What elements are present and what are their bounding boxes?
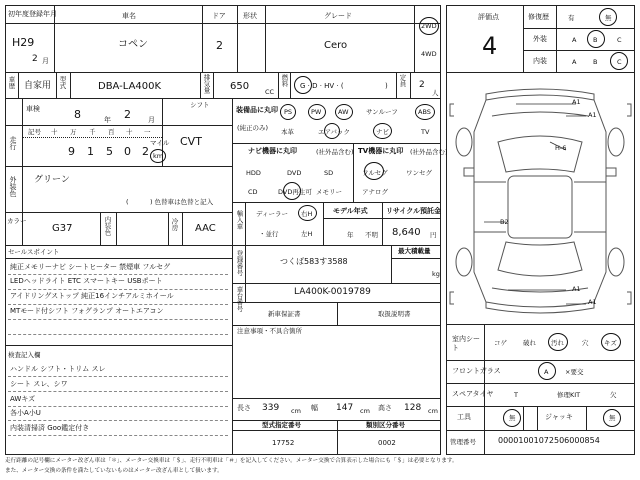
height-value: 128 [404, 403, 422, 413]
exterior-note-open: ( [126, 198, 129, 206]
rework-label: 修復歴 [528, 13, 549, 21]
equip-tv: TV [421, 128, 430, 136]
sales-point-line-1: 純正メモリーナビ シートヒーター 禁煙車 フルセグ [10, 263, 171, 271]
equip-aw: AW [338, 108, 349, 116]
recycle-label: リサイクル預託金 [386, 207, 442, 215]
diagram-label-6: A1 [588, 298, 597, 306]
mileage-unit-mile: マイル [150, 139, 170, 147]
exterior-label: 外装色 [9, 176, 17, 197]
sheet-scratch: キズ [604, 339, 617, 347]
model-year-unit: 年 [347, 231, 354, 239]
import-label: 輸入車 [235, 210, 244, 230]
color-code-label: カラー [7, 217, 27, 225]
interior-color-label: 内装色 [103, 216, 112, 236]
import-dealer: ディーラー [256, 210, 288, 218]
type-spec-label: 型式指定番号 [262, 421, 301, 429]
navi-dvdplay: DVD再生可 [278, 188, 312, 196]
grade-label: グレード [324, 12, 352, 20]
mileage-digit-3: 0 [124, 145, 131, 158]
windshield-replace: ×要交 [565, 368, 584, 376]
navi-cd: CD [248, 188, 258, 196]
first-reg-era-year: H29 [12, 36, 35, 49]
registration-number: つくば583す3588 [280, 257, 348, 266]
navi-memory: メモリー [316, 188, 342, 196]
fuel-label: 燃料 [280, 74, 289, 87]
inspection-month-unit: 月 [148, 116, 155, 124]
class-value: 0002 [378, 439, 396, 447]
navi-sub: (社外品含む) [316, 148, 354, 156]
inspection-year: 8 [74, 108, 81, 121]
first-reg-month: 2 [32, 54, 38, 64]
inspector-line-4: 各小A小U [10, 409, 41, 417]
exterior-grade-label: 外装 [533, 35, 547, 43]
width-unit: cm [360, 407, 370, 415]
equip-abs: ABS [418, 108, 431, 116]
footer-line-1: 走行距離の記号欄にメーター改ざん車は「＊」、メーター交換車は「＄」、走行不明車は「＃」を記入してください。メーター交換で合算表示した場合にも「＄」は必要となります。 [5, 458, 458, 464]
equip-ps: PS [284, 108, 293, 116]
persons-unit: 人 [432, 89, 439, 97]
windshield-label: フロントガラス [452, 367, 501, 375]
mileage-digit-2: 5 [106, 145, 113, 158]
shape-label: 形状 [243, 12, 257, 20]
height-unit: cm [428, 407, 438, 415]
ac-label: 冷房 [170, 218, 179, 231]
length-label: 長さ [237, 404, 251, 412]
inspector-line-2: シート スレ、シワ [10, 380, 68, 388]
spare-label: スペアタイヤ [452, 390, 494, 398]
doors-value: 2 [216, 39, 223, 52]
spare-tire: T [514, 391, 518, 399]
tv-sub: (社外品含む) [410, 148, 448, 156]
equip-airbag: エアバック [318, 128, 350, 136]
sales-point-line-3: アイドリングストップ 純正16インチアルミホイール [10, 292, 174, 300]
car-damage-diagram [446, 72, 635, 324]
owners-manual: 取扱説明書 [378, 310, 411, 318]
mgmt-number: 00001001072506000854 [498, 436, 600, 445]
tv-analog: アナログ [362, 188, 388, 196]
exterior-color: グリーン [34, 175, 70, 185]
mgmt-label: 管理番号 [450, 438, 476, 446]
sheet-burn: コゲ [494, 339, 507, 347]
tools-label: 工具 [457, 413, 471, 421]
diagram-label-2: A1 [588, 111, 597, 119]
tv-title: TV機器に丸印 [358, 147, 404, 155]
interior-grade-a: A [572, 58, 577, 66]
tv-oneseg: ワンセグ [406, 169, 432, 177]
mileage-digit-0: 9 [68, 145, 75, 158]
windshield-a: A [544, 368, 549, 376]
footer-line-2: また、メーター交換の条件を満たしていないものはメーター改ざん車として扱います。 [5, 468, 223, 474]
sheet-tear: 破れ [523, 339, 536, 347]
model-year-unknown: 不明 [365, 231, 378, 239]
shift-value: CVT [180, 135, 202, 148]
sheet-stain: 汚れ [551, 339, 564, 347]
navi-sd: SD [324, 169, 334, 177]
mileage-digit-header-6: 一 [144, 128, 151, 136]
jack-none: 無 [609, 414, 616, 422]
mileage-digit-header-5: 十 [126, 128, 133, 136]
diagram-label-5: A1 [572, 285, 581, 293]
door-label: ドア [212, 12, 226, 20]
mileage-digit-1: 1 [87, 145, 94, 158]
first-reg-month-unit: 月 [42, 57, 49, 65]
equipment-label: 装備品に丸印 [236, 106, 278, 114]
import-lefthand: 左H [301, 230, 313, 238]
tools-none: 無 [509, 414, 516, 422]
car-name: コペン [118, 39, 148, 50]
diagram-label-4: H-6 [555, 144, 567, 152]
sales-point-line-4: MTモード付シフト フォグランプ オートエアコン [10, 307, 164, 315]
mileage-digit-header-4: 百 [108, 128, 115, 136]
inspector-line-5: 内装清掃済 Goo鑑定付き [10, 424, 90, 432]
mileage-digit-header-1: 十 [51, 128, 58, 136]
recycle-amount: 8,640 [392, 227, 421, 238]
navi-title: ナビ機器に丸印 [248, 147, 297, 155]
width-value: 147 [336, 403, 354, 413]
registration-label: 登録番号 [235, 250, 244, 276]
chassis-label: 車台番号 [235, 286, 244, 312]
usage-value: 自家用 [24, 81, 52, 91]
navi-dvd: DVD [287, 169, 302, 177]
length-value: 339 [262, 403, 280, 413]
spare-missing: 欠 [610, 391, 617, 399]
interior-grade-b: B [593, 58, 598, 66]
capacity-value: 2 [419, 80, 425, 90]
navi-hdd: HDD [246, 169, 261, 177]
diagram-label-1: A1 [572, 98, 581, 106]
fuel-paren-close: ) [385, 82, 388, 90]
drive-2wd: 2WD [421, 22, 437, 30]
fuel-options: G · D · HV · ( [300, 82, 344, 90]
equip-leather: 本革 [281, 128, 294, 136]
mileage-digit-header-2: 万 [70, 128, 77, 136]
exterior-grade-a: A [572, 36, 577, 44]
interior-sheet-label: 室内シート [452, 335, 480, 353]
equipment-sub: (純正のみ) [237, 124, 269, 132]
color-code-value: G37 [52, 223, 73, 234]
interior-grade-label: 内装 [533, 57, 547, 65]
ac-value: AAC [195, 223, 216, 234]
type-spec-value: 17752 [272, 439, 295, 447]
class-label: 類別区分番号 [366, 421, 405, 429]
notes-box-label: 注意事項・不具合箇所 [237, 327, 302, 335]
grade-value: Cero [324, 40, 348, 51]
inspector-label: 検査記入欄 [8, 351, 41, 359]
mileage-digit-header-3: 千 [89, 128, 96, 136]
mileage-digit-4: 2 [142, 145, 149, 158]
import-parallel: ・並行 [259, 230, 279, 238]
model-label: 型式 [58, 76, 67, 89]
rework-yes: 有 [568, 14, 575, 22]
inspection-label: 車検 [26, 105, 40, 113]
jack-label: ジャッキ [545, 413, 573, 421]
model-year-label: モデル年式 [333, 207, 368, 215]
max-load-label: 最大積載量 [398, 247, 431, 255]
import-righthand: 右H [301, 210, 313, 218]
width-label: 幅 [311, 404, 318, 412]
model-value: DBA-LA400K [98, 81, 162, 92]
inspector-line-1: ハンドル シフト・トリム スレ [10, 365, 106, 373]
score-value: 4 [482, 32, 498, 60]
diagram-label-3: B2 [500, 218, 509, 226]
spare-kit: 修理KIT [557, 391, 581, 399]
tv-fullseg: フルセグ [362, 169, 388, 177]
height-label: 高さ [378, 404, 392, 412]
max-load-unit: kg [432, 270, 440, 278]
capacity-label: 定員 [398, 74, 407, 87]
equip-navi: ナビ [376, 128, 389, 136]
displacement-label: 排気量 [202, 74, 211, 94]
displacement-value: 650 [230, 81, 250, 92]
chassis-number: LA400K-0019789 [294, 287, 371, 297]
inspection-month: 2 [124, 108, 131, 121]
cc-unit: CC [265, 88, 275, 96]
inspection-year-unit: 年 [104, 116, 111, 124]
sheet-hole: 穴 [582, 339, 589, 347]
drive-4wd: 4WD [421, 50, 437, 58]
sales-point-line-2: LEDヘッドライト ETC スマートキー USBポート [10, 277, 163, 285]
mileage-label: 走行 [9, 136, 17, 150]
length-unit: cm [291, 407, 301, 415]
equip-sunroof: サンルーフ [366, 108, 398, 116]
sales-points-label: セールスポイント [8, 248, 60, 256]
car-name-label: 車名 [122, 12, 136, 20]
new-car-warranty: 新車保証書 [268, 310, 301, 318]
rework-no: 無 [605, 14, 612, 22]
mileage-unit-km: km [153, 152, 164, 160]
usage-label: 車歴 [7, 76, 16, 89]
first-reg-label: 初年度登録年月 [8, 10, 57, 18]
mileage-digit-header-0: 記号 [28, 128, 41, 136]
exterior-grade-c: C [617, 36, 622, 44]
equip-pw: PW [311, 108, 322, 116]
exterior-note: ) 色替車は色替と記入 [150, 198, 214, 206]
inspector-line-3: AWキズ [10, 395, 36, 403]
exterior-grade-b: B [593, 36, 598, 44]
recycle-unit: 円 [430, 231, 437, 239]
shift-label: シフト [190, 101, 210, 109]
interior-grade-c: C [617, 58, 622, 66]
score-title: 評価点 [478, 13, 499, 21]
